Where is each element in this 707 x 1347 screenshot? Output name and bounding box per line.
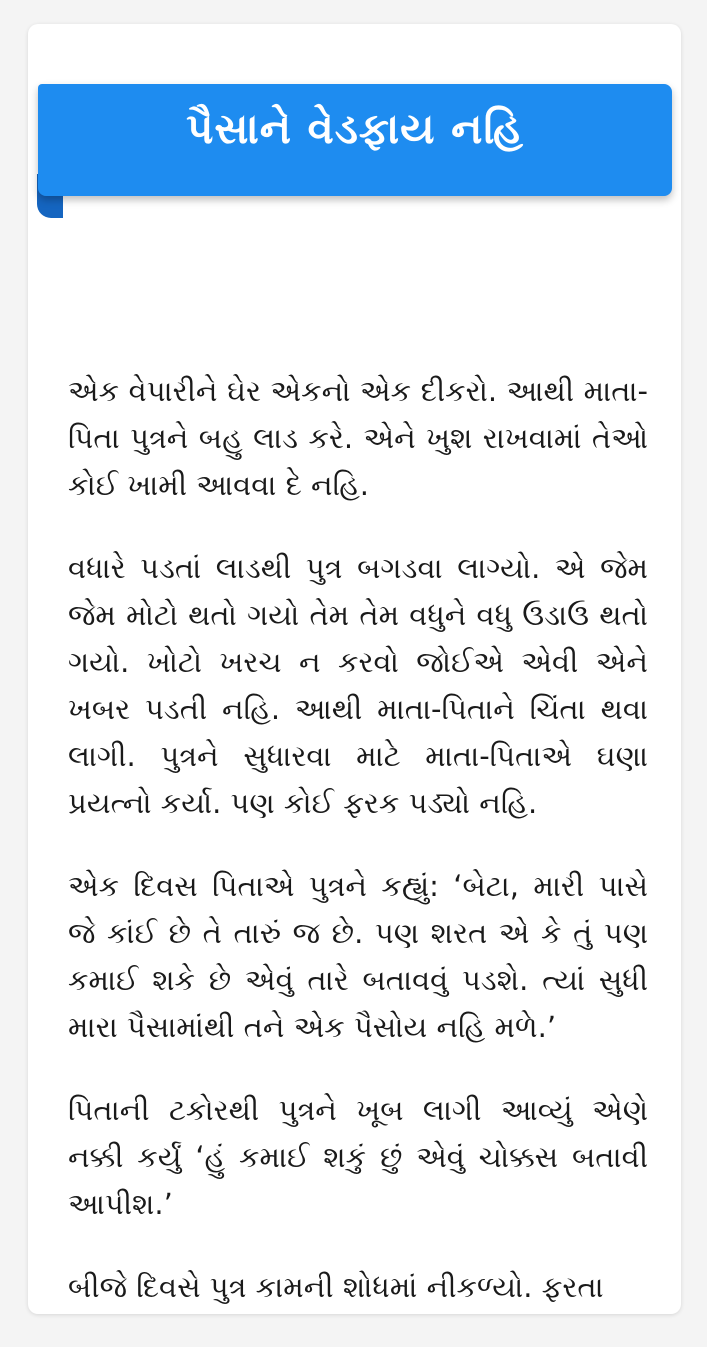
title-banner [38,84,672,196]
paragraph-5: બીજે દિવસે પુત્ર કામની શોધમાં નીકળ્યો. ફરતા [68,1270,604,1304]
paragraph-4: પિતાની ટકોરથી પુત્રને ખૂબ લાગી આવ્યું એણે નક્કી કર્યું ‘હું કમાઈ શકું છું એવું ચોક્કસ બતાવી આપીશ.’ [68,1093,648,1221]
paragraph-2: વધારે પડતાં લાડથી પુત્ર બગડવા લાગ્યો. એ જેમ જેમ મોટો થતો ગયો તેમ તેમ વધુને વધુ ઉડાઉ થતો ગયો. ખોટો ખરચ ન કરવો જોઈએ એવી એને ખબર પડતી નહિ. આથી માતા-પિતાને ચિંતા થવા લાગી. પુત્રને સુધારવા માટે માતા-પિતાએ ઘણા પ્રયત્નો કર્યા. પણ કોઈ ફરક પડ્યો નહિ. [68,551,648,820]
paragraph-1: એક વેપારીને ઘેર એકનો એક દીકરો. આથી માતા-પિતા પુત્રને બહુ લાડ કરે. એને ખુશ રાખવામાં તેઓ કોઈ ખામી આવવા દે નહિ. [68,374,648,502]
story-body [68,368,648,1347]
story-title: પૈસાને વેડફાય નહિ [186,104,524,153]
paragraph-3: એક દિવસ પિતાએ પુત્રને કહ્યું: ‘બેટા, મારી પાસે જે કાંઈ છે તે તારું જ છે. પણ શરત એ કે તું પણ કમાઈ શકે છે એવું તારે બતાવવું પડશે. ત્યાં સુધી મારા પૈસામાંથી તને એક પૈસોય નહિ મળે.’ [68,869,648,1044]
